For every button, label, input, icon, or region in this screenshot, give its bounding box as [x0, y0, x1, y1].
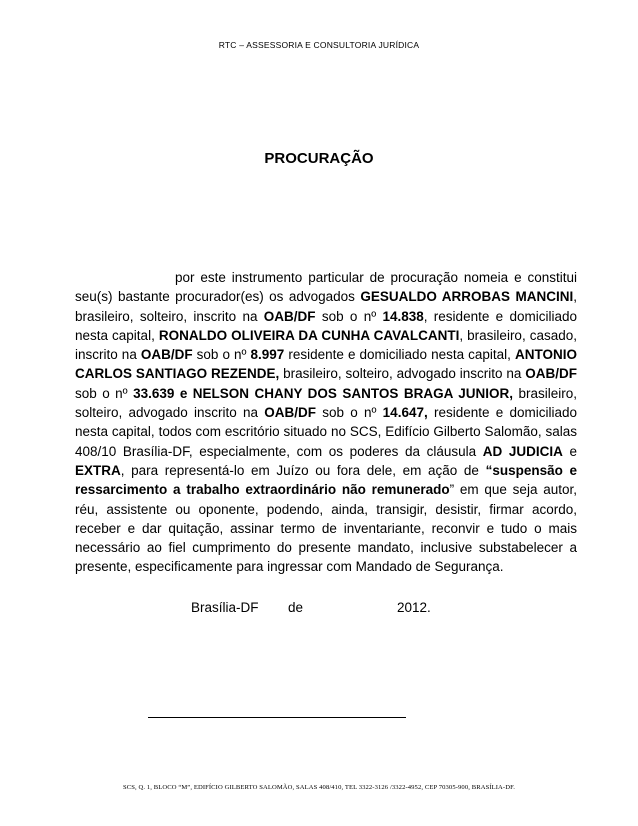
body-bold-segment: OAB/DF — [140, 347, 193, 363]
footer-address: SCS, Q. 1, BLOCO “M”, EDIFÍCIO GILBERTO SALOMÃO, SALAS 408/410, TEL 3322-3126 /3322-4952, CEP 70305-900, BRASÍLIA-DF. — [122, 784, 516, 791]
body-segment: , brasileiro, casado, inscrito na — [75, 327, 577, 363]
body-segment: brasileiro, solteiro, advogado inscrito na — [279, 366, 526, 382]
body-bold-segment: 14.647, — [382, 405, 428, 421]
body-segment: sob o nº — [315, 308, 383, 324]
body-bold-segment: 14.838 — [382, 308, 424, 324]
body-segment: , brasileiro, solteiro, inscrito na — [75, 289, 577, 324]
body-bold-segment: RONALDO OLIVEIRA DA CUNHA CAVALCANTI — [158, 327, 460, 343]
body-bold-segment: OAB/DF — [525, 366, 577, 382]
date-preposition: de — [288, 600, 304, 615]
body-bold-segment: 8.997 — [250, 347, 285, 363]
body-segment: ” em que seja autor, réu, assistente ou oponente, podendo, ainda, transigir, desistir, firmar acordo, receber e dar quitação, assinar termo de inventariante, reconvir e tudo o mais necessário ao fiel cumprimento do presente mandato, inclusive substabelecer a presente, especificamente para ingressar com Mandado de Segurança. — [75, 482, 577, 575]
body-segment: , para representá-lo em Juízo ou fora dele, em ação de — [120, 462, 486, 478]
body-bold-segment: “suspensão e ressarcimento a trabalho extraordinário não remunerado — [75, 462, 577, 498]
date-year: 2012. — [397, 600, 431, 615]
power-of-attorney-text — [75, 268, 577, 577]
body-bold-segment: OAB/DF — [264, 405, 317, 421]
body-bold-segment: GESUALDO ARROBAS MANCINI — [360, 289, 574, 305]
letterhead: RTC – ASSESSORIA E CONSULTORIA JURÍDICA — [218, 40, 420, 50]
place-city: Brasília-DF — [191, 600, 259, 615]
body-segment: brasileiro, solteiro, advogado inscrito na — [75, 385, 577, 421]
body-bold-segment: ANTONIO CARLOS SANTIAGO REZENDE, — [75, 347, 577, 382]
body-segment: sob o nº — [75, 385, 134, 401]
body-bold-segment: e NELSON CHANY DOS SANTOS BRAGA JUNIOR, — [179, 385, 514, 401]
body-bold-segment: 33.639 — [133, 385, 175, 401]
body-segment: , residente e domiciliado nesta capital, — [75, 308, 577, 343]
body-segment: e — [562, 443, 577, 459]
body-segment: por este instrumento particular de procuração nomeia e constitui seu(s) bastante procurador(es) os advogados — [75, 270, 577, 305]
body-segment: residente e domiciliado nesta capital, todos com escritório situado no SCS, Edifício Gilberto Salomão, salas 408/10 Brasília-DF, especialmente, com os poderes da cláusula — [75, 405, 577, 459]
body-bold-segment: OAB/DF — [263, 308, 316, 324]
document-title: PROCURAÇÃO — [264, 150, 374, 167]
body-segment: sob o nº — [316, 405, 383, 421]
body-bold-segment: AD JUDICIA — [482, 443, 563, 459]
signature-line — [148, 717, 406, 718]
body-bold-segment: EXTRA — [75, 462, 121, 478]
body-segment: residente e domiciliado nesta capital, — [284, 347, 515, 363]
body-segment: sob o nº — [192, 347, 251, 363]
